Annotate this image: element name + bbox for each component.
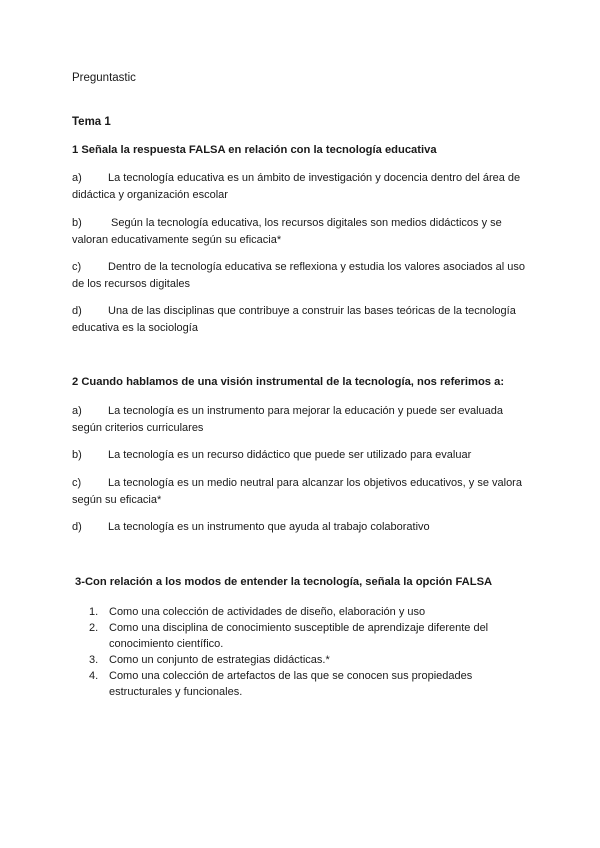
option-text: Dentro de la tecnología educativa se reflexiona y estudia los valores asociados al uso de los recursos digitales [72, 261, 526, 290]
option-letter: a) [72, 172, 82, 184]
option-letter: b) [72, 217, 82, 229]
option-letter: a) [72, 405, 82, 417]
option-text: La tecnología es un instrumento que ayuda al trabajo colaborativo [108, 521, 430, 533]
question-1-option-a [72, 170, 534, 203]
theme-heading: Tema 1 [72, 116, 111, 128]
question-3-title: 3-Con relación a los modos de entender la tecnología, señala la opción FALSA [75, 576, 493, 588]
option-text: La tecnología educativa es un ámbito de investigación y docencia dentro del área de didáctica y organización escolar [72, 172, 521, 201]
list-item [89, 652, 529, 668]
list-item-number: 3. [89, 654, 99, 666]
question-1-option-c [72, 259, 534, 292]
option-letter: b) [72, 449, 82, 461]
list-item [89, 620, 529, 652]
option-letter: d) [72, 305, 82, 317]
option-letter: c) [72, 477, 82, 489]
list-item [89, 668, 529, 700]
question-1-option-b [72, 215, 534, 248]
question-2-option-a [72, 403, 534, 436]
option-text: La tecnología es un instrumento para mejorar la educación y puede ser evaluada según criterios curriculares [72, 405, 504, 434]
list-item-text: Como una colección de actividades de diseño, elaboración y uso [109, 606, 426, 618]
question-1-option-d [72, 303, 534, 336]
question-1-title: 1 Señala la respuesta FALSA en relación con la tecnología educativa [72, 144, 437, 156]
list-item-text: Como una disciplina de conocimiento susceptible de aprendizaje diferente del conocimiento científico. [109, 622, 489, 650]
option-letter: d) [72, 521, 82, 533]
option-text: Según la tecnología educativa, los recursos digitales son medios didácticos y se valoran educativamente según su eficacia* [72, 217, 502, 246]
question-2-option-d [72, 519, 534, 536]
option-text: La tecnología es un recurso didáctico que puede ser utilizado para evaluar [108, 449, 472, 461]
option-text: Una de las disciplinas que contribuye a construir las bases teóricas de la tecnología educativa es la sociología [72, 305, 516, 334]
list-item-number: 4. [89, 670, 99, 682]
list-item-text: Como un conjunto de estrategias didácticas.* [109, 654, 330, 666]
question-3-list [89, 604, 529, 700]
option-letter: c) [72, 261, 82, 273]
list-item [89, 604, 529, 620]
question-2-option-c [72, 475, 534, 508]
document-title: Preguntastic [72, 72, 136, 84]
option-text: La tecnología es un medio neutral para alcanzar los objetivos educativos, y se valora según su eficacia* [72, 477, 522, 506]
question-2-option-b [72, 447, 534, 464]
question-2-title: 2 Cuando hablamos de una visión instrumental de la tecnología, nos referimos a: [72, 376, 505, 388]
list-item-number: 1. [89, 606, 99, 618]
list-item-number: 2. [89, 622, 99, 634]
list-item-text: Como una colección de artefactos de las que se conocen sus propiedades estructurales y funcionales. [109, 670, 473, 698]
